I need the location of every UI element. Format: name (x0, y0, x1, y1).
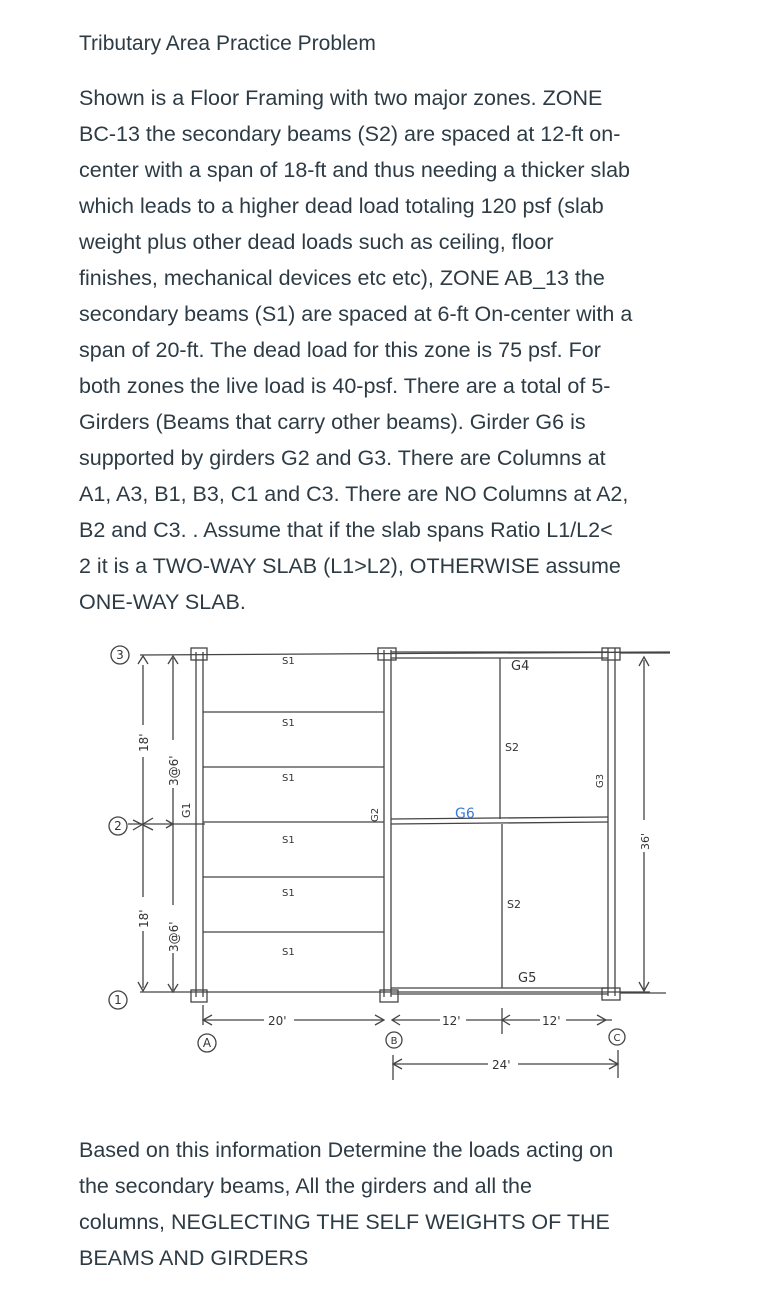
text-line: BC-13 the secondary beams (S2) are spaced at 12-ft on- (79, 122, 621, 146)
text-line: ONE-WAY SLAB. (79, 590, 246, 614)
dim-lower-span: 18' (137, 909, 151, 928)
girder-label-g2: G2 (370, 807, 381, 822)
text-line: the secondary beams, All the girders and all the (79, 1174, 532, 1198)
text-line: which leads to a higher dead load totaling 120 psf (slab (79, 194, 604, 218)
text-line: columns, NEGLECTING THE SELF WEIGHTS OF THE (79, 1210, 610, 1234)
beam-label-s1: S1 (282, 773, 295, 784)
dim-ab-span: 20' (268, 1014, 287, 1028)
text-line: center with a span of 18-ft and thus needing a thicker slab (79, 158, 630, 182)
girder-label-g6: G6 (455, 806, 475, 822)
question-statement (79, 1132, 699, 1276)
beam-label-s1: S1 (282, 718, 295, 729)
grid-label: 3 (116, 648, 124, 662)
beam-label-s1: S1 (282, 888, 295, 899)
beam-label-s2: S2 (507, 898, 521, 911)
text-line: supported by girders G2 and G3. There are Columns at (79, 446, 606, 470)
dim-lower-spacing: 3@6' (167, 921, 181, 952)
text-line: A1, A3, B1, B3, C1 and C3. There are NO Columns at A2, (79, 482, 629, 506)
text-line: 2 it is a TWO-WAY SLAB (L1>L2), OTHERWISE assume (79, 554, 621, 578)
grid-label: C (613, 1033, 621, 1044)
text-line: Girders (Beams that carry other beams). Girder G6 is (79, 410, 586, 434)
text-line: Based on this information Determine the loads acting on (79, 1138, 614, 1162)
dim-upper-spacing: 3@6' (167, 755, 181, 786)
dim-bc-total: 24' (492, 1058, 511, 1072)
framing-lines (109, 646, 670, 1080)
dim-bc-right: 12' (542, 1014, 561, 1028)
text-line: span of 20-ft. The dead load for this zone is 75 psf. For (79, 338, 601, 362)
page-title: Tributary Area Practice Problem (79, 32, 376, 55)
beam-label-s1: S1 (282, 656, 295, 667)
text-line: B2 and C3. . Assume that if the slab spans Ratio L1/L2< (79, 518, 613, 542)
girder-label-g5: G5 (518, 971, 537, 986)
dim-total-height: 36' (639, 832, 652, 850)
text-line: Shown is a Floor Framing with two major zones. ZONE (79, 86, 603, 110)
dim-bc-left: 12' (442, 1014, 461, 1028)
beam-label-s1: S1 (282, 835, 295, 846)
grid-label: 2 (114, 819, 122, 833)
text-line: BEAMS AND GIRDERS (79, 1246, 309, 1270)
text-line: both zones the live load is 40-psf. There are a total of 5- (79, 374, 611, 398)
beam-label-s1: S1 (282, 947, 295, 958)
beam-label-s2: S2 (505, 741, 519, 754)
text-line: weight plus other dead loads such as ceiling, floor (79, 230, 554, 254)
text-line: secondary beams (S1) are spaced at 6-ft On-center with a (79, 302, 633, 326)
girder-label-g3: G3 (595, 773, 606, 788)
grid-label: B (390, 1036, 398, 1047)
girder-label-g4: G4 (511, 659, 530, 674)
grid-label: 1 (114, 993, 122, 1007)
girder-label-g1: G1 (180, 802, 193, 818)
dim-upper-span: 18' (137, 733, 151, 752)
grid-label: A (202, 1036, 212, 1050)
text-line: finishes, mechanical devices etc etc), ZONE AB_13 the (79, 266, 605, 290)
